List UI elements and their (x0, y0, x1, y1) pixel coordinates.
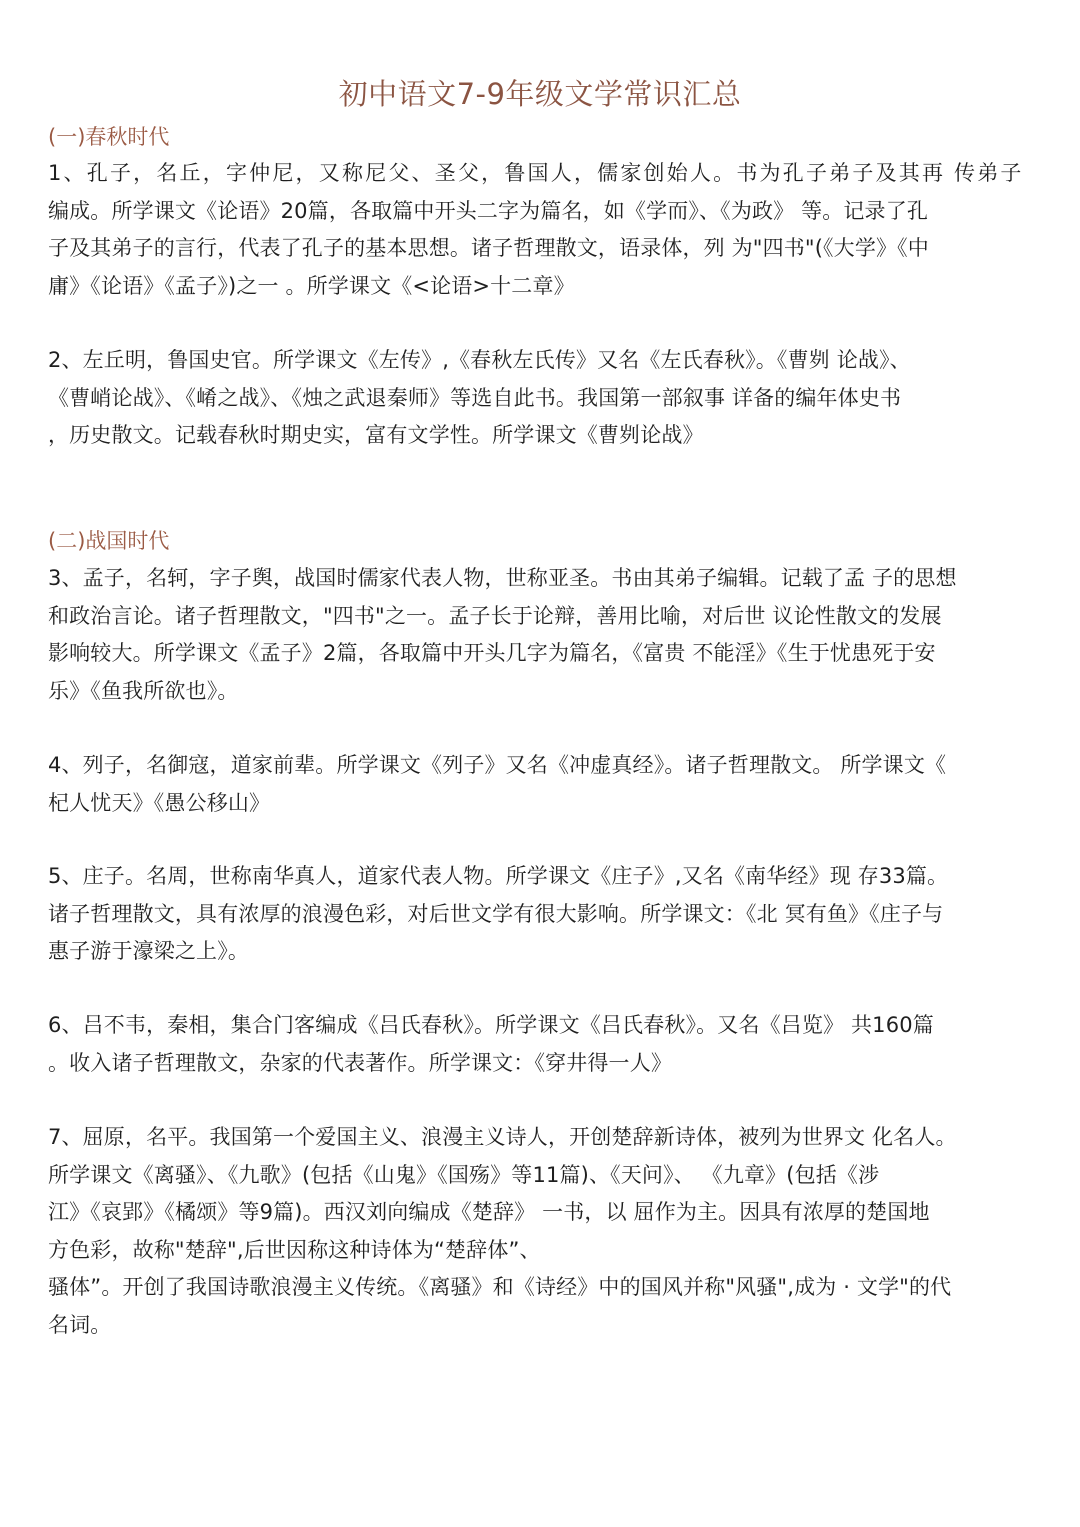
paragraph-zhuangzi (48, 858, 1038, 971)
paragraph-line: 江》《哀郢》《橘颂》等9篇)。西汉刘向编成《楚辞》 一书，以 屈作为主。因具有浓厚的楚国地 (48, 1200, 930, 1224)
paragraph-line: 编成。所学课文《论语》20篇，各取篇中开头二字为篇名，如《学而》、《为政》 等。记录了孔 (48, 198, 928, 223)
paragraph-line: 1、孔子，名丘，字仲尼，又称尼父、圣父，鲁国人，儒家创始人。书为孔子弟子及其再 传弟子 (48, 161, 1024, 185)
paragraph-line: ，历史散文。记载春秋时期史实，富有文学性。所学课文《曹刿论战》 (48, 423, 704, 447)
paragraph-line: 5、庄子。名周，世称南华真人，道家代表人物。所学课文《庄子》,又名《南华经》现 存33篇。 (48, 864, 949, 888)
page-title: 初中语文7-9年级文学常识汇总 (338, 77, 742, 111)
paragraph-line: 4、列子，名御寇，道家前辈。所学课文《列子》又名《冲虚真经》。诸子哲理散文。 所学课文《 (48, 753, 947, 777)
paragraph-line: 骚体”。开创了我国诗歌浪漫主义传统。《离骚》和《诗经》中的国风并称"风骚",成为 · 文学"的代 (48, 1275, 952, 1299)
paragraph-confucius (48, 155, 1038, 305)
section-heading-spring-autumn: (一)春秋时代 (48, 125, 170, 149)
paragraph-line: 杞人忧天》《愚公移山》 (48, 790, 271, 815)
section-heading-warring-states: (二)战国时代 (48, 529, 170, 553)
paragraph-line: 3、孟子，名轲，字子舆，战国时儒家代表人物，世称亚圣。书由其弟子编辑。记载了孟 子的思想 (48, 566, 957, 590)
paragraph-line: 影响较大。所学课文《孟子》2篇，各取篇中开头几字为篇名，《富贵 不能淫》《生于忧患死于安 (48, 641, 936, 665)
paragraph-line: 名词。 (48, 1312, 112, 1337)
paragraph-line: 方色彩，故称"楚辞",后世因称这种诗体为“楚辞体”、 (48, 1237, 541, 1262)
paragraph-line: 乐》《鱼我所欲也》。 (48, 678, 239, 703)
paragraph-line: 6、吕不韦，秦相，集合门客编成《吕氏春秋》。所学课文《吕氏春秋》。又名《吕览》 共160篇 (48, 1013, 934, 1037)
paragraph-zuo-qiuming (48, 342, 1038, 455)
paragraph-line: 7、屈原，名平。我国第一个爱国主义、浪漫主义诗人，开创楚辞新诗体，被列为世界文 化名人。 (48, 1125, 957, 1149)
paragraph-line: 诸子哲理散文，具有浓厚的浪漫色彩，对后世文学有很大影响。所学课文：《北 冥有鱼》《庄子与 (48, 901, 944, 926)
paragraph-line: 《曹峭论战》、《崤之战》、《烛之武退秦师》等选自此书。我国第一部叙事 详备的编年体史书 (48, 385, 902, 410)
paragraph-line: 惠子游于濠梁之上》。 (48, 939, 249, 963)
paragraph-lu-buwei (48, 1007, 1038, 1082)
paragraph-line: 和政治言论。诸子哲理散文，"四书"之一。孟子长于论辩，善用比喻，对后世 议论性散文的发展 (48, 603, 942, 628)
paragraph-line: 子及其弟子的言行，代表了孔子的基本思想。诸子哲理散文，语录体，列 为"四书"(《大学》《中 (48, 236, 929, 260)
paragraph-line: 所学课文《离骚》、《九歌》(包括《山鬼》《国殇》等11篇)、《天问》、 《九章》(包括《涉 (48, 1162, 880, 1187)
paragraph-liezi (48, 747, 1038, 822)
paragraph-line: 庸》《论语》《孟子》)之一 。所学课文《<论语>十二章》 (48, 273, 575, 298)
paragraph-mencius (48, 560, 1038, 710)
paragraph-qu-yuan (48, 1119, 1038, 1344)
paragraph-line: 。收入诸子哲理散文，杂家的代表著作。所学课文：《穿井得一人》 (48, 1050, 672, 1075)
paragraph-line: 2、左丘明，鲁国史官。所学课文《左传》,《春秋左氏传》又名《左氏春秋》。《曹刿 论战》、 (48, 348, 911, 372)
